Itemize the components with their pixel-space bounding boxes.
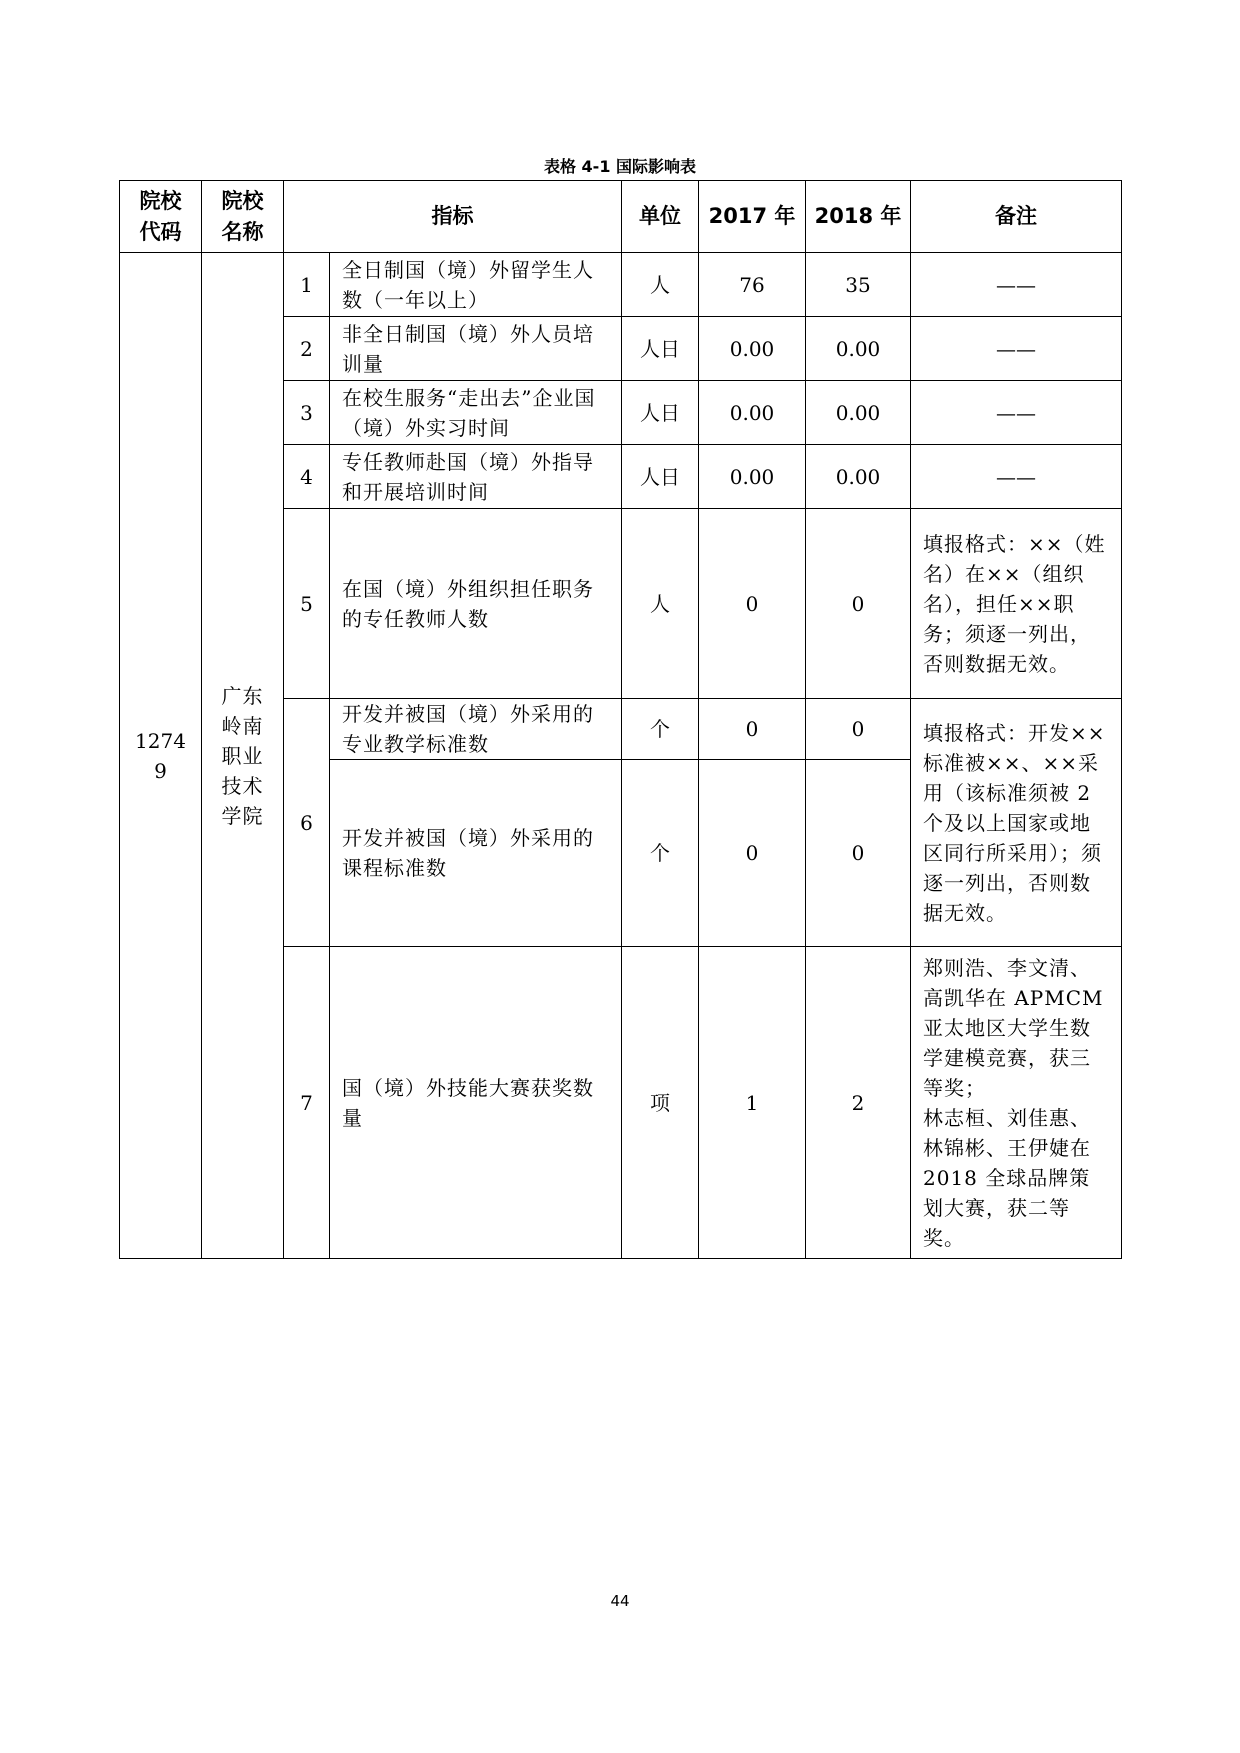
header-row bbox=[120, 181, 1122, 253]
value-2018-cell: 0.00 bbox=[806, 381, 911, 445]
value-2017-cell: 0 bbox=[699, 509, 806, 699]
value-2018-cell: 0 bbox=[806, 760, 911, 947]
indicator-cell: 在国（境）外组织担任职务的专任教师人数 bbox=[330, 509, 622, 699]
school-code-cell: 1274 9 bbox=[120, 253, 202, 1259]
unit-cell: 个 bbox=[622, 760, 699, 947]
indicator-cell: 国（境）外技能大赛获奖数量 bbox=[330, 947, 622, 1259]
unit-cell: 人 bbox=[622, 253, 699, 317]
unit-cell: 人日 bbox=[622, 381, 699, 445]
note-cell: 填报格式：××（姓名）在××（组织名），担任××职务；须逐一列出，否则数据无效。 bbox=[911, 509, 1122, 699]
header-2017: 2017 年 bbox=[699, 181, 806, 253]
value-2017-cell: 1 bbox=[699, 947, 806, 1259]
indicator-cell: 开发并被国（境）外采用的课程标准数 bbox=[330, 760, 622, 947]
value-2017-cell: 0.00 bbox=[699, 317, 806, 381]
value-2018-cell: 0.00 bbox=[806, 445, 911, 509]
unit-cell: 个 bbox=[622, 699, 699, 760]
header-note: 备注 bbox=[911, 181, 1122, 253]
indicator-cell: 专任教师赴国（境）外指导和开展培训时间 bbox=[330, 445, 622, 509]
unit-cell: 项 bbox=[622, 947, 699, 1259]
value-2018-cell: 35 bbox=[806, 253, 911, 317]
value-2018-cell: 2 bbox=[806, 947, 911, 1259]
international-influence-table bbox=[119, 180, 1122, 1259]
unit-cell: 人日 bbox=[622, 445, 699, 509]
note-cell: —— bbox=[911, 253, 1122, 317]
unit-cell: 人 bbox=[622, 509, 699, 699]
row-number: 5 bbox=[284, 509, 330, 699]
header-unit: 单位 bbox=[622, 181, 699, 253]
value-2017-cell: 0 bbox=[699, 760, 806, 947]
value-2017-cell: 0 bbox=[699, 699, 806, 760]
value-2017-cell: 0.00 bbox=[699, 445, 806, 509]
indicator-cell: 在校生服务“走出去”企业国（境）外实习时间 bbox=[330, 381, 622, 445]
row-number: 2 bbox=[284, 317, 330, 381]
indicator-cell: 非全日制国（境）外人员培训量 bbox=[330, 317, 622, 381]
table-caption: 表格 4-1 国际影响表 bbox=[543, 157, 697, 176]
page-number: 44 bbox=[610, 1592, 630, 1610]
indicator-cell: 全日制国（境）外留学生人数（一年以上） bbox=[330, 253, 622, 317]
note-cell: —— bbox=[911, 317, 1122, 381]
row-number: 1 bbox=[284, 253, 330, 317]
unit-cell: 人日 bbox=[622, 317, 699, 381]
value-2017-cell: 0.00 bbox=[699, 381, 806, 445]
note-cell: 填报格式：开发××标准被××、××采用（该标准须被 2 个及以上国家或地区同行所采用）；须逐一列出，否则数据无效。 bbox=[911, 699, 1122, 947]
header-school-name: 院校 名称 bbox=[202, 181, 284, 253]
header-indicator: 指标 bbox=[284, 181, 622, 253]
table-row bbox=[120, 253, 1122, 317]
value-2017-cell: 76 bbox=[699, 253, 806, 317]
value-2018-cell: 0.00 bbox=[806, 317, 911, 381]
header-2018: 2018 年 bbox=[806, 181, 911, 253]
row-number: 7 bbox=[284, 947, 330, 1259]
value-2018-cell: 0 bbox=[806, 699, 911, 760]
indicator-cell: 开发并被国（境）外采用的专业教学标准数 bbox=[330, 699, 622, 760]
note-cell: 郑则浩、李文清、高凯华在 APMCM 亚太地区大学生数学建模竞赛，获三等奖； 林志桓、刘佳惠、林锦彬、王伊婕在 2018 全球品牌策划大赛，获二等奖。 bbox=[911, 947, 1122, 1259]
header-school-code: 院校 代码 bbox=[120, 181, 202, 253]
value-2018-cell: 0 bbox=[806, 509, 911, 699]
note-cell: —— bbox=[911, 445, 1122, 509]
school-name-cell: 广东 岭南 职业 技术 学院 bbox=[202, 253, 284, 1259]
row-number: 6 bbox=[284, 699, 330, 947]
row-number: 4 bbox=[284, 445, 330, 509]
row-number: 3 bbox=[284, 381, 330, 445]
note-cell: —— bbox=[911, 381, 1122, 445]
